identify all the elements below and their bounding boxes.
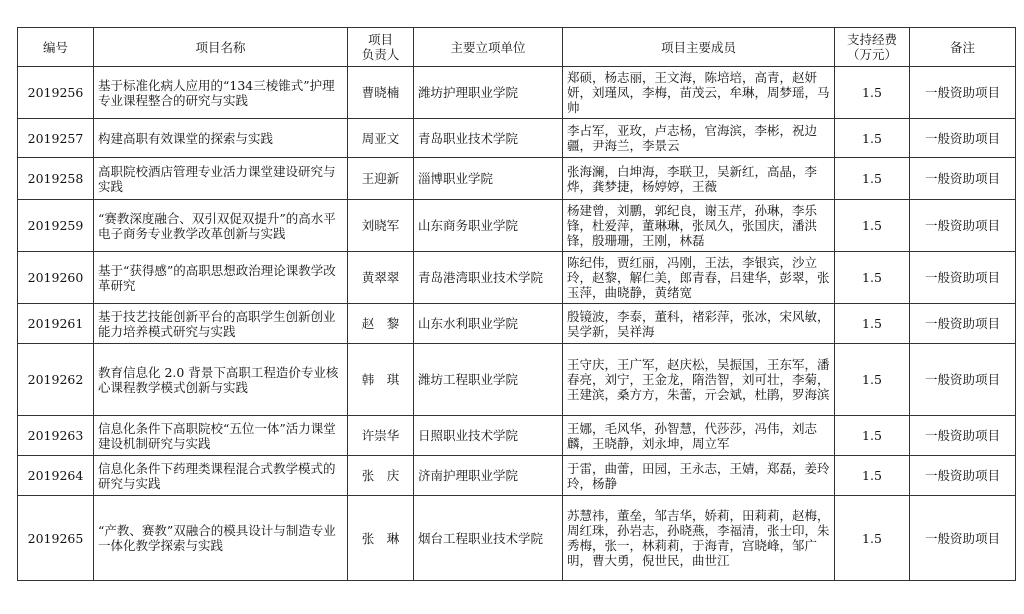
cell-id: 2019261: [18, 304, 94, 344]
table-row: [18, 344, 1016, 416]
cell-leader: 黄翠翠: [348, 252, 414, 304]
cell-note: 一般资助项目: [910, 67, 1016, 119]
cell-project-name: 基于“获得感”的高职思想政治理论课教学改革研究: [94, 252, 348, 304]
cell-leader: 王迎新: [348, 158, 414, 200]
cell-leader: 张 庆: [348, 456, 414, 496]
cell-note: 一般资助项目: [910, 252, 1016, 304]
header-leader-line1: 项目: [367, 32, 393, 47]
table-row: [18, 304, 1016, 344]
table-row: [18, 158, 1016, 200]
cell-note: 一般资助项目: [910, 158, 1016, 200]
header-leader: [348, 28, 414, 67]
cell-unit: 济南护理职业学院: [414, 456, 563, 496]
cell-unit: 烟台工程职业技术学院: [414, 496, 563, 581]
cell-members: 陈纪伟，贾红丽，冯刚，王法，李银宾，沙立玲，赵黎，解仁美，郎青春，吕建华，彭翠，张玉萍，曲晓静，黄绪宽: [563, 252, 835, 304]
cell-members: 王娜，毛风华，孙智慧，代莎莎，冯伟，刘志麟，王晓静，刘永坤，周立军: [563, 416, 835, 456]
cell-members: 杨建曾，刘鹏，郭纪良，谢玉芹，孙琳，李乐锋，杜爱萍，董琳琳，张凤久，张国庆，潘洪锋，殷珊珊，王刚，林磊: [563, 200, 835, 252]
header-row: [18, 28, 1016, 67]
cell-fund: 1.5: [835, 456, 910, 496]
cell-unit: 淄博职业学院: [414, 158, 563, 200]
cell-unit: 日照职业技术学院: [414, 416, 563, 456]
cell-fund: 1.5: [835, 158, 910, 200]
cell-fund: 1.5: [835, 344, 910, 416]
cell-project-name: 信息化条件下高职院校“五位一体”活力课堂建设机制研究与实践: [94, 416, 348, 456]
cell-fund: 1.5: [835, 496, 910, 581]
cell-id: 2019260: [18, 252, 94, 304]
cell-project-name: 基于技艺技能创新平台的高职学生创新创业能力培养模式研究与实践: [94, 304, 348, 344]
header-leader-line2: 负责人: [361, 47, 400, 62]
header-note: 备注: [910, 28, 1016, 67]
table-row: [18, 200, 1016, 252]
cell-members: 郑硕，杨志丽，王文海，陈培培，高青，赵妍妍，刘瑾凤，李梅，苗茂云，牟琳，周梦瑶，马帅: [563, 67, 835, 119]
cell-id: 2019263: [18, 416, 94, 456]
cell-fund: 1.5: [835, 252, 910, 304]
project-table: [17, 27, 1016, 581]
header-fund-line2: （万元）: [846, 47, 897, 62]
table-row: [18, 456, 1016, 496]
cell-leader: 刘晓军: [348, 200, 414, 252]
table-row: [18, 496, 1016, 581]
cell-project-name: “赛教深度融合、双引双促双提升”的高水平电子商务专业教学改革创新与实践: [94, 200, 348, 252]
cell-project-name: 教育信息化 2.0 背景下高职工程造价专业核心课程教学模式创新与实践: [94, 344, 348, 416]
table-row: [18, 67, 1016, 119]
cell-project-name: “产教、赛教”双融合的模具设计与制造专业一体化教学探索与实践: [94, 496, 348, 581]
cell-note: 一般资助项目: [910, 200, 1016, 252]
cell-members: 李占军，亚玫，卢志杨，官海滨，李彬，祝边疆，尹海兰，李景云: [563, 119, 835, 158]
cell-id: 2019258: [18, 158, 94, 200]
cell-unit: 青岛港湾职业技术学院: [414, 252, 563, 304]
header-members: 项目主要成员: [563, 28, 835, 67]
cell-note: 一般资助项目: [910, 304, 1016, 344]
cell-id: 2019264: [18, 456, 94, 496]
cell-members: 殷镜波，李泰，董科，褚彩萍，张冰，宋风敏，吴学新，吴祥海: [563, 304, 835, 344]
cell-members: 王守庆，王广军，赵庆松，吴振国，王东军，潘春亮，刘宁，王金龙，隋浩智，刘可壮，李菊，王建滨，桑方方，朱蕾，亓会斌，杜鹃，罗海滨: [563, 344, 835, 416]
cell-fund: 1.5: [835, 304, 910, 344]
cell-unit: 山东水利职业学院: [414, 304, 563, 344]
cell-members: 于雷，曲蕾，田园，王永志，王婧，郑磊，姜玲玲，杨静: [563, 456, 835, 496]
cell-leader: 周亚文: [348, 119, 414, 158]
table-row: [18, 416, 1016, 456]
cell-project-name: 高职院校酒店管理专业活力课堂建设研究与实践: [94, 158, 348, 200]
cell-leader: 曹晓楠: [348, 67, 414, 119]
cell-note: 一般资助项目: [910, 119, 1016, 158]
cell-id: 2019262: [18, 344, 94, 416]
cell-fund: 1.5: [835, 416, 910, 456]
cell-project-name: 基于标准化病人应用的“134三棱锥式”护理专业课程整合的研究与实践: [94, 67, 348, 119]
cell-fund: 1.5: [835, 119, 910, 158]
cell-leader: 韩 琪: [348, 344, 414, 416]
cell-id: 2019257: [18, 119, 94, 158]
cell-leader: 赵 黎: [348, 304, 414, 344]
header-fund-line1: 支持经费: [846, 32, 897, 47]
cell-members: 张海澜，白坤海，李联卫，吴新红，高晶，李烨，龚梦捷，杨婷婷，王薇: [563, 158, 835, 200]
cell-note: 一般资助项目: [910, 456, 1016, 496]
cell-project-name: 信息化条件下药理类课程混合式教学模式的研究与实践: [94, 456, 348, 496]
header-name: 项目名称: [94, 28, 348, 67]
cell-unit: 青岛职业技术学院: [414, 119, 563, 158]
cell-id: 2019265: [18, 496, 94, 581]
cell-id: 2019256: [18, 67, 94, 119]
cell-leader: 张 琳: [348, 496, 414, 581]
cell-id: 2019259: [18, 200, 94, 252]
cell-members: 苏慧祎，董垒，邹吉华，娇莉，田莉莉，赵梅，周红珠，孙岩志，孙晓燕，李福清，张士印，朱秀梅，张一，林莉莉，于海青，宫晓峰，邹广明，曹大勇，倪世民，曲世江: [563, 496, 835, 581]
header-unit: 主要立项单位: [414, 28, 563, 67]
cell-note: 一般资助项目: [910, 344, 1016, 416]
cell-note: 一般资助项目: [910, 416, 1016, 456]
cell-fund: 1.5: [835, 67, 910, 119]
cell-unit: 山东商务职业学院: [414, 200, 563, 252]
cell-note: 一般资助项目: [910, 496, 1016, 581]
cell-unit: 潍坊护理职业学院: [414, 67, 563, 119]
cell-leader: 许崇华: [348, 416, 414, 456]
header-fund: [835, 28, 910, 67]
header-id: 编号: [18, 28, 94, 67]
cell-unit: 潍坊工程职业学院: [414, 344, 563, 416]
cell-project-name: 构建高职有效课堂的探索与实践: [94, 119, 348, 158]
cell-fund: 1.5: [835, 200, 910, 252]
table-row: [18, 252, 1016, 304]
table-row: [18, 119, 1016, 158]
